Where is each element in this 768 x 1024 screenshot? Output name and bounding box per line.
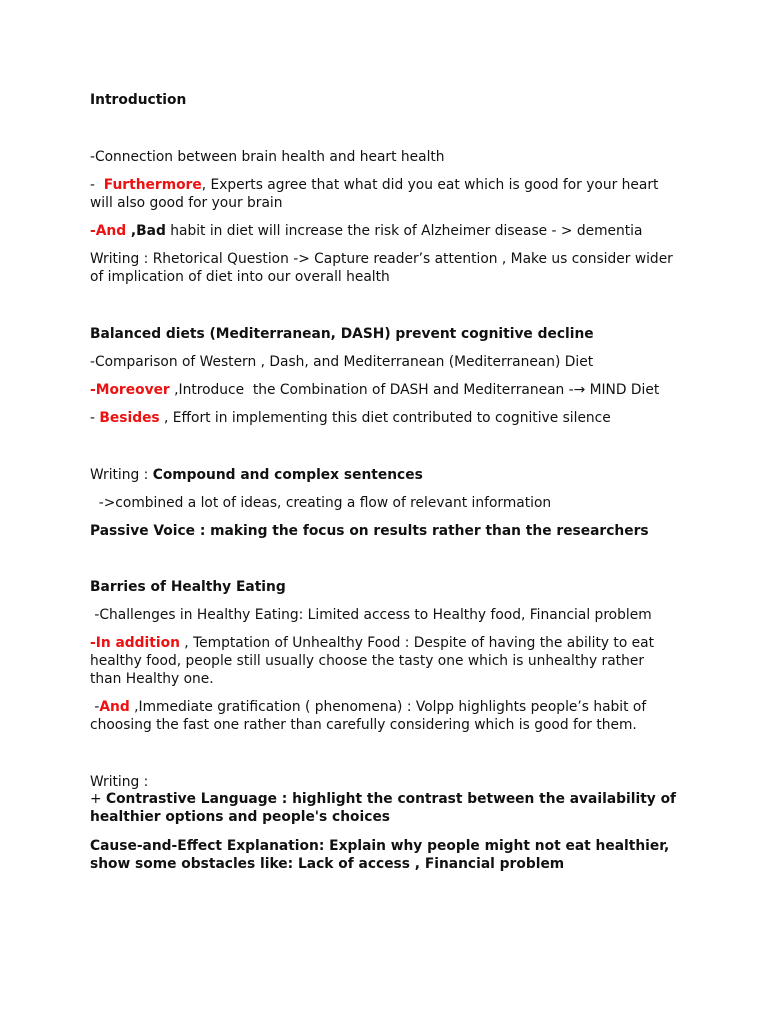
bad-bold: ,Bad: [126, 223, 166, 239]
intro-paragraph-2: [90, 176, 680, 212]
writing-label-2: Writing :: [90, 774, 149, 790]
writing-combined-ideas: ->combined a lot of ideas, creating a flow of relevant information: [90, 495, 552, 511]
in-addition-marker: -In addition: [90, 635, 180, 651]
contrastive-language-line: [90, 790, 680, 826]
intro-p2-text: , Experts agree that what did you eat which is good for your heart will also good for your brain: [90, 177, 659, 211]
introduction-heading: Introduction: [90, 92, 187, 108]
intro-paragraph-1: -Connection between brain health and heart health: [90, 149, 445, 165]
intro-paragraph-4: Writing : Rhetorical Question -> Capture reader’s attention , Make us consider wider of implication of diet into our overall health: [90, 251, 673, 285]
barriers-heading: Barries of Healthy Eating: [90, 579, 286, 595]
and-marker: And: [95, 223, 127, 239]
plus-sign: +: [90, 791, 106, 807]
barriers-p2-text: , Temptation of Unhealthy Food : Despite of having the ability to eat healthy food, people still usually choose the tasty one which is unhealthy rather than Healthy one.: [90, 635, 654, 687]
moreover-marker: -Moreover: [90, 382, 170, 398]
balanced-p3-lead: -: [90, 410, 100, 426]
balanced-paragraph-1: -Comparison of Western , Dash, and Mediterranean (Mediterranean) Diet: [90, 354, 594, 370]
writing-compound-line: [90, 466, 690, 484]
intro-paragraph-3: [90, 222, 690, 240]
compound-complex-bold: Compound and complex sentences: [152, 467, 423, 483]
furthermore-marker: Furthermore: [103, 177, 202, 193]
barriers-p3-lead: -: [90, 699, 100, 715]
barriers-paragraph-1: -Challenges in Healthy Eating: Limited access to Healthy food, Financial problem: [90, 607, 652, 623]
balanced-paragraph-2: [90, 381, 690, 399]
passive-voice-line: Passive Voice : making the focus on results rather than the researchers: [90, 523, 649, 539]
balanced-p3-text: , Effort in implementing this diet contributed to cognitive silence: [159, 410, 611, 426]
barriers-paragraph-3: [90, 698, 670, 734]
intro-p3-lead: -: [90, 223, 96, 239]
balanced-p2-text: ,Introduce the Combination of DASH and Mediterranean -→ MIND Diet: [169, 382, 660, 398]
barriers-paragraph-2: [90, 634, 670, 688]
contrastive-language-bold: Contrastive Language : highlight the contrast between the availability of healthier options and people's choices: [90, 791, 677, 825]
and-marker-2: And: [99, 699, 130, 715]
barriers-p3-text: ,Immediate gratification ( phenomena) : Volpp highlights people’s habit of choosing the fast one rather than carefully considering which is good for them.: [90, 699, 647, 733]
cause-effect-line: Cause-and-Effect Explanation: Explain why people might not eat healthier, show some obstacles like: Lack of access , Financial problem: [90, 838, 670, 872]
intro-p2-lead: -: [90, 177, 104, 193]
balanced-paragraph-3: [90, 409, 690, 427]
balanced-diets-heading: Balanced diets (Mediterranean, DASH) prevent cognitive decline: [90, 326, 594, 342]
besides-marker: Besides: [99, 410, 160, 426]
writing-label: Writing :: [90, 467, 153, 483]
intro-p3-text: habit in diet will increase the risk of Alzheimer disease - > dementia: [165, 223, 643, 239]
